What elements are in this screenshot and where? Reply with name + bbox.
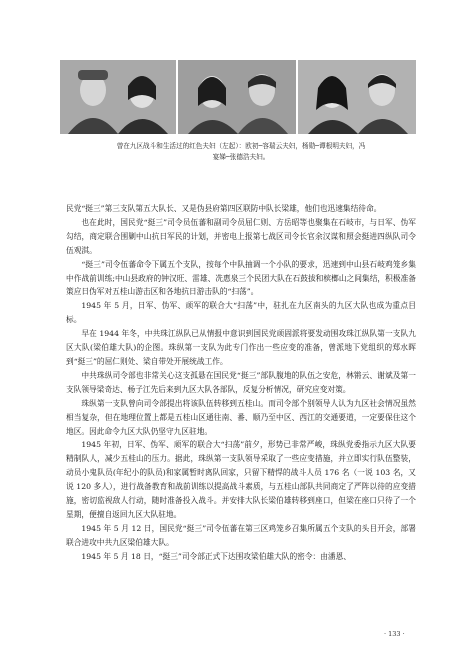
paragraph: 也在此时，国民党“挺三”司令员伍蕃和副司令员屈仁则、方岳昭等也聚集在石岐市，与日军、伪军勾结，商定联合围剿中山抗日军民的计划，并密电上报第七战区司令长官余汉谋和照会挺进四纵队司令伍观淇。 (66, 217, 416, 255)
paragraph: 早在 1944 年冬，中共珠江纵队已从情报中意识到国民党顽固派将要发动围攻珠江纵队第一支队九区大队(梁伯雄大队)的企图。珠纵第一支队为此专门作出一些应变的准备，曾派地下党组织的郑水晖到“挺三”的屈仁则处、梁自带处开展统战工作。 (66, 329, 416, 366)
paragraph: 珠纵第一支队曾向司令部提出将该队伍转移到五桂山。而司令部个别领导人认为九区社会情况虽然相当复杂，但在地理位置上都是五桂山区通往南、番、顺乃至中区、西江的交通要道，一定要保住这个地区。因此命令九区大队仍坚守九区驻地。 (66, 398, 416, 436)
paragraph: 1945 年初，日军、伪军、顽军的联合大“扫荡”前夕，形势已非常严峻，珠纵党委指示九区大队要精制队人，减少五桂山的压力。据此，珠纵第一支队领导采取了一些应变措施，并立即实行队伍整装，动员小鬼队员(年纪小的队员)和家属暂时离队回家，只留下精悍的战斗人员 176 名（一说 103 名，又说 120 多人），进行战备教育和战前训练以提高战斗素质，与五桂山部队共同商定了严阵以待的应变措施，密切监视敌人行动，随时准备投入战斗。并安排大队长梁伯雄转移到座口，但梁在座口只待了一个星期，便擅自返回九区大队驻地。 (66, 440, 416, 519)
paragraph: 民党“挺三”第三支队第五大队长、又是伪县府第四区联防中队长梁雄，他们也迅速集结待命。 (66, 204, 382, 213)
paragraph: 1945 年 5 月，日军、伪军、顽军的联合大“扫荡”中，驻扎在九区南头的九区大队也成为重点目标。 (66, 301, 416, 325)
portrait-photo-icon (60, 60, 176, 134)
portrait-photo-icon (178, 60, 296, 134)
page-number: · 133 · (384, 630, 405, 638)
photo-couple-3 (298, 60, 416, 134)
photo-couple-2 (178, 60, 296, 134)
portrait-photo-icon (298, 60, 416, 134)
paragraph: “挺三”司令伍蕃命令下属五个支队，按每个中队抽调一个小队的要求，迅速到中山县石岐鸡笼乡集中作战前训练;中山县政府的钟汉旺、雷雄、冼惠泉三个民团大队在石鼓拔和槟榔山之间集结，积极准备策应日伪军对五桂山游击区和各地抗日游击队的“扫荡”。 (66, 259, 416, 297)
caption-line: 宴娣─张德浩夫妇。 (212, 153, 270, 161)
caption-line: 曾在九区战斗和生活过的红色夫妇（左起）：欧初─容瑞云夫妇，杨勋─谭根明夫妇，冯 (116, 142, 366, 150)
article-body (66, 202, 416, 564)
paragraph: 1945 年 5 月 12 日，国民党“挺三”司令伍蕃在第三区鸡笼乡召集所属五个支队的头目开会，部署联合进攻中共九区梁伯雄大队。 (66, 523, 416, 547)
paragraph: 1945 年 5 月 18 日，“挺三”司令部正式下达围攻梁伯雄大队的密令：由潘恩、 (81, 551, 351, 561)
photo-strip (60, 60, 416, 134)
photo-couple-1 (60, 60, 176, 134)
photo-caption (74, 141, 408, 163)
paragraph: 中共珠纵司令部也非常关心这支孤悬在国民党“挺三”部队腹地的队伍之安危，林锵云、谢斌及第一支队领导梁奇达、杨子江先后来到九区大队各部队，反复分析情况，研究应变对策。 (66, 370, 416, 394)
